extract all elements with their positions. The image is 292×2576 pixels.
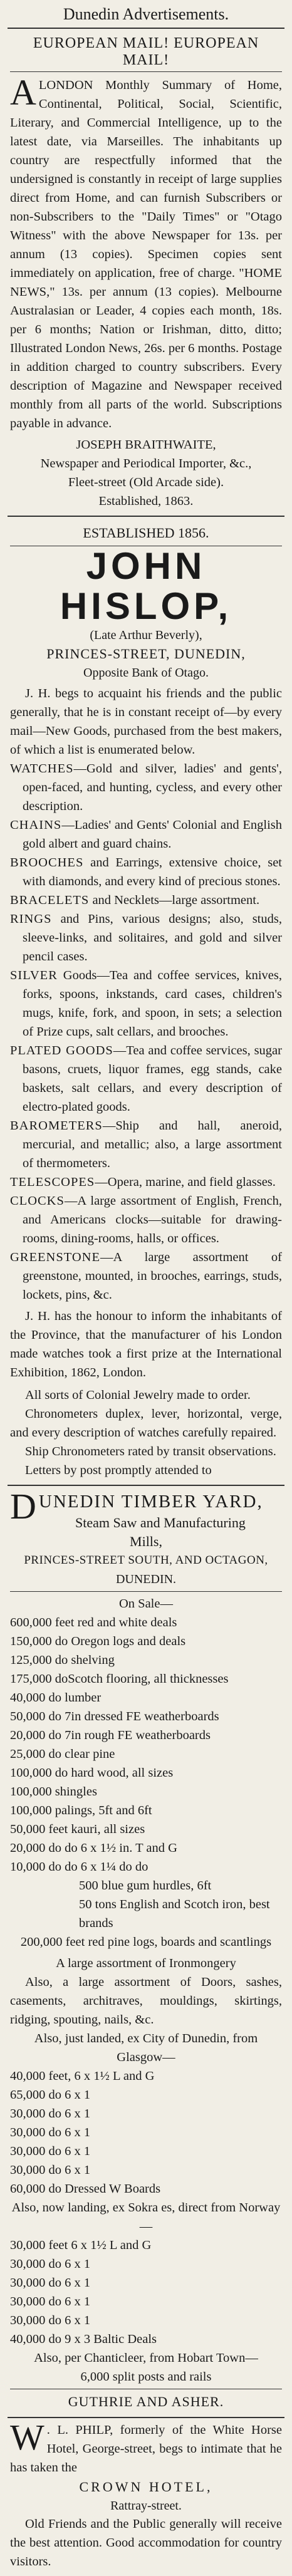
list-item: 30,000 feet 6 x 1½ L and G	[10, 2238, 152, 2252]
philp-hotel: CROWN HOTEL,	[79, 2479, 213, 2495]
hislop-items-list	[10, 759, 282, 1304]
timber-proprietors: GUTHRIE AND ASHER.	[68, 2394, 224, 2409]
european-dropcap: A	[10, 72, 36, 113]
timber-title: UNEDIN TIMBER YARD,	[38, 1492, 263, 1512]
timber-sub1: Steam Saw and Manufacturing	[75, 1515, 246, 1530]
list-item: 600,000 feet red and white deals	[10, 1616, 177, 1629]
timber-dropcap: D	[10, 1490, 36, 1527]
hislop-street: PRINCES-STREET, DUNEDIN,	[46, 646, 246, 662]
timber-sub2: Mills,	[130, 1534, 162, 1549]
timber-address: PRINCES-STREET SOUTH, AND OCTAGON,	[24, 1554, 268, 1567]
timber-hurdles: 500 blue gum hurdles, 6ft	[79, 1879, 212, 1893]
list-item: 30,000 do 6 x 1	[10, 2144, 91, 2158]
list-item: BRACELETS and Necklets—large assortment.	[10, 893, 260, 907]
list-item: 40,000 feet, 6 x 1½ L and G	[10, 2069, 155, 2083]
list-item: 30,000 do 6 x 1	[10, 2126, 91, 2139]
list-item: GREENSTONE—A large assortment of greenstone, mounted, in brooches, earrings, studs, lockets, pins, &c.	[10, 1250, 282, 1302]
list-item: 50,000 do 7in dressed FE weatherboards	[10, 1710, 219, 1723]
list-item: 20,000 do do 6 x 1½ in. T and G	[10, 1841, 177, 1855]
list-item: 40,000 do 9 x 3 Baltic Deals	[10, 2332, 157, 2346]
timber-glasgow: Also, just landed, ex City of Dunedin, from Glasgow—	[34, 2032, 258, 2064]
timber-ironmongery: A large assortment of Ironmongery	[56, 1956, 236, 1970]
hislop-exhibition: J. H. has the honour to inform the inhabitants of the Province, that the manufacturer of his London made watches took a first prize at the International Exhibition, 1862, London.	[10, 1309, 282, 1379]
european-mail-ad	[8, 29, 284, 516]
hislop-ad	[8, 517, 284, 1485]
hislop-name: JOHN HISLOP,	[60, 545, 232, 627]
hislop-letters: Letters by post promptly attended to	[25, 1463, 212, 1477]
list-item: SILVER Goods—Tea and coffee services, knives, forks, spoons, inkstands, card cases, children's mugs, knife, fork, and spoon, in sets; a selection of Prize cups, salt cellars, and brooches.	[10, 969, 282, 1039]
philp-dropcap: W	[10, 2421, 44, 2458]
list-item: 20,000 do 7in rough FE weatherboards	[10, 1728, 211, 1742]
list-item: WATCHES—Gold and silver, ladies' and gents', open-faced, and hunting, cycless, and every other description.	[10, 762, 282, 813]
timber-rails: 6,000 split posts and rails	[80, 2370, 212, 2384]
list-item: 100,000 do hard wood, all sizes	[10, 1766, 174, 1780]
braithwaite-address: Fleet-street (Old Arcade side).	[68, 475, 224, 489]
philp-intro-wrap	[10, 2421, 282, 2477]
list-item: 65,000 do 6 x 1	[10, 2088, 91, 2102]
list-item: BAROMETERS—Ship and hall, aneroid, mercurial, and metallic; also, a large assortment of thermometers.	[10, 1119, 282, 1170]
list-item: RINGS and Pins, various designs; also, studs, sleeve-links, and solitaires, and gold and silver pencil cases.	[10, 912, 282, 963]
timber-glasgow-lines	[10, 2067, 282, 2198]
timber-pine: 200,000 feet red pine logs, boards and scantlings	[20, 1935, 272, 1949]
philp-street: Rattray-street.	[110, 2499, 182, 2513]
list-item: TELESCOPES—Opera, marine, and field glasses.	[10, 1175, 276, 1189]
list-item: 10,000 do do 6 x 1¼ do do	[10, 1860, 149, 1874]
list-item: 40,000 do lumber	[10, 1691, 102, 1705]
timber-lines	[10, 1613, 282, 1876]
hislop-late: (Late Arthur Beverly),	[90, 628, 202, 642]
european-mail-body-wrap	[10, 72, 282, 433]
timber-city: DUNEDIN.	[115, 1572, 177, 1586]
braithwaite-title: Newspaper and Periodical Importer, &c.,	[40, 457, 252, 470]
list-item: 30,000 do 6 x 1	[10, 2314, 91, 2327]
masthead: Dunedin Advertisements.	[8, 0, 284, 29]
list-item: 150,000 do Oregon logs and deals	[10, 1634, 186, 1648]
list-item: 100,000 palings, 5ft and 6ft	[10, 1804, 152, 1817]
timber-iron: 50 tons English and Scotch iron, best brands	[79, 1898, 270, 1930]
timber-chanticleer: Also, per Chanticleer, from Hobart Town—	[34, 2351, 258, 2365]
list-item: 30,000 do 6 x 1	[10, 2276, 91, 2290]
divider	[10, 1591, 282, 1592]
list-item: 60,000 do Dressed W Boards	[10, 2182, 161, 2196]
braithwaite-established: Established, 1863.	[98, 494, 194, 508]
philp-ad	[8, 2418, 284, 2576]
timber-norway-lines	[10, 2236, 282, 2349]
braithwaite-name: JOSEPH BRAITHWAITE,	[76, 438, 216, 452]
hislop-chronometers: Chronometers duplex, lever, horizontal, verge, and every description of watches carefully repaired.	[10, 1407, 282, 1440]
hislop-colonial: All sorts of Colonial Jewelry made to order.	[25, 1388, 251, 1402]
hislop-established: ESTABLISHED 1856.	[83, 525, 209, 541]
list-item: 30,000 do 6 x 1	[10, 2163, 91, 2177]
list-item: 30,000 do 6 x 1	[10, 2107, 91, 2121]
list-item: 30,000 do 6 x 1	[10, 2257, 91, 2271]
philp-intro: . L. PHILP, formerly of the White Horse Hotel, George-street, begs to intimate that he has taken the	[10, 2423, 282, 2475]
list-item: 100,000 shingles	[10, 1785, 97, 1799]
timber-doors: Also, a large assortment of Doors, sashes, casements, architraves, mouldings, skirtings, ridging, spouting, nails, &c.	[10, 1975, 282, 2027]
european-mail-body: LONDON Monthly Summary of Home, Continental, Political, Social, Scientific, Literary, and Commercial Intelligence, up to the latest date, via Marseilles. The inhabitants up country are respectfully informed that the undersigned is constantly in receipt of large supplies direct from Home, and can furnish Subscribers or non-Subscribers to the "Daily Times" or "Otago Witness" with the above Newspaper for 13s. per annum (13 copies). Specimen copies sent immediately on application, free of charge. "HOME NEWS," 13s. per annum (13 copies). Melbourne Australasian or Leader, 4 copies each month, 18s. per 6 months; Nation or Irishman, ditto, ditto; Illustrated London News, 26s. per 6 months. Postage in addition charged to country subscribers. Every description of Magazine and Newspaper received monthly from all parts of the world. Subscriptions payable in advance.	[10, 78, 282, 430]
timber-yard-ad	[8, 1486, 284, 2417]
european-mail-headline: EUROPEAN MAIL! EUROPEAN MAIL!	[33, 35, 259, 68]
list-item: 175,000 doScotch flooring, all thicknesses	[10, 1672, 229, 1686]
timber-on-sale: On Sale—	[119, 1597, 173, 1611]
list-item: PLATED GOODS—Tea and coffee services, sugar basons, cruets, liquor frames, egg stands, cake baskets, salt cellars, and every description of electro-plated goods.	[10, 1044, 282, 1114]
philp-closing: Old Friends and the Public generally will receive the best attention. Good accommodation for country visitors.	[10, 2517, 282, 2568]
hislop-opposite: Opposite Bank of Otago.	[83, 666, 209, 680]
timber-title-wrap	[10, 1490, 282, 1532]
timber-norway: Also, now landing, ex Sokra es, direct from Norway—	[11, 2201, 281, 2233]
list-item: 25,000 do clear pine	[10, 1747, 115, 1761]
list-item: CHAINS—Ladies' and Gents' Colonial and English gold albert and guard chains.	[10, 818, 282, 851]
hislop-ship: Ship Chronometers rated by transit observations.	[25, 1445, 276, 1458]
hislop-intro: J. H. begs to acquaint his friends and the public generally, that he is in constant receipt of—by every mail—New Goods, purchased from the best makers, of which a list is enumerated below.	[10, 687, 282, 757]
list-item: BROOCHES and Earrings, extensive choice, set with diamonds, and every kind of precious stones.	[10, 856, 282, 888]
list-item: 30,000 do 6 x 1	[10, 2295, 91, 2309]
list-item: 50,000 feet kauri, all sizes	[10, 1822, 145, 1836]
list-item: 125,000 do shelving	[10, 1653, 115, 1667]
list-item: CLOCKS—A large assortment of English, French, and Americans clocks—suitable for drawing-rooms, dining-rooms, halls, or offices.	[10, 1194, 282, 1245]
